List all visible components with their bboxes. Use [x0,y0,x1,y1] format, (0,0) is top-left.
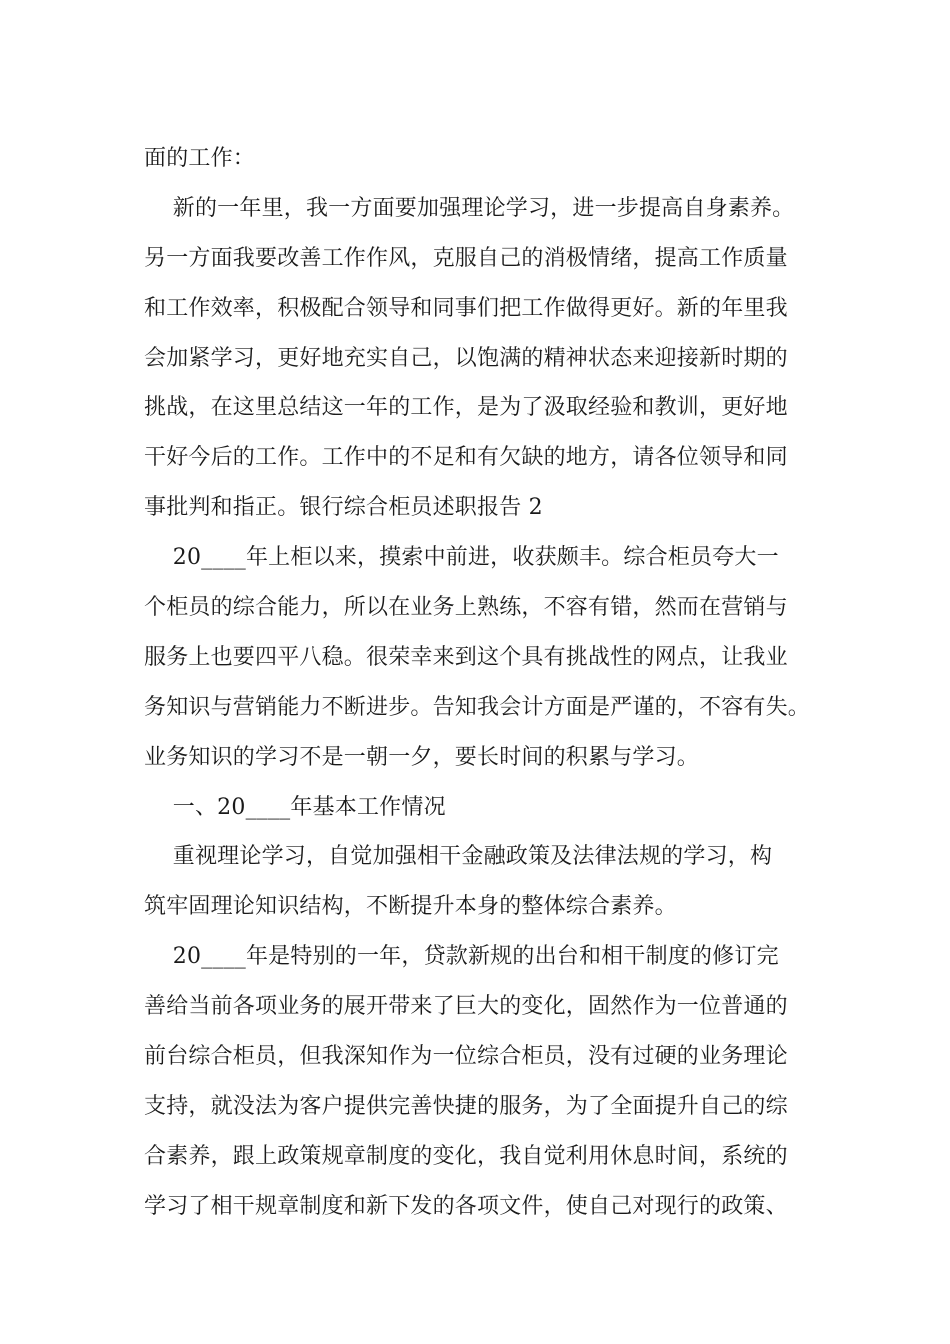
text-line: 重视理论学习，自觉加强相干金融政策及法律法规的学习，构 [144,844,773,870]
text-line: 事批判和指正。银行综合柜员述职报告 2 [144,495,543,521]
text-line: 支持，就没法为客户提供完善快捷的服务，为了全面提升自己的综 [144,1093,788,1119]
text-line: 善给当前各项业务的展开带来了巨大的变化，固然作为一位普通的 [144,994,788,1020]
text-line: 学习了相干规章制度和新下发的各项文件，使自己对现行的政策、 [144,1193,788,1219]
text-line: 筑牢固理论知识结构，不断提升本身的整体综合素养。 [144,894,677,920]
text-line: 另一方面我要改善工作作风，克服自己的消极情绪，提高工作质量 [144,245,788,271]
text-line: 面的工作： [144,146,256,171]
document-body [144,134,824,1232]
text-line: 务知识与营销能力不断进步。告知我会计方面是严谨的，不容有失。 [144,694,811,720]
text-line: 挑战，在这里总结这一年的工作，是为了汲取经验和教训，更好地 [144,395,788,421]
text-line: 会加紧学习，更好地充实自己，以饱满的精神状态来迎接新时期的 [144,345,788,371]
text-line: 和工作效率，积极配合领导和同事们把工作做得更好。新的年里我 [144,295,788,321]
text-line: 20____年是特别的一年，贷款新规的出台和相干制度的修订完 [144,944,779,970]
text-line: 个柜员的综合能力，所以在业务上熟练，不容有错，然而在营销与 [144,595,788,621]
text-line: 业务知识的学习不是一朝一夕，要长时间的积累与学习。 [144,744,700,770]
text-line: 服务上也要四平八稳。很荣幸来到这个具有挑战性的网点，让我业 [144,644,788,670]
text-line: 前台综合柜员，但我深知作为一位综合柜员，没有过硬的业务理论 [144,1044,788,1070]
text-line: 干好今后的工作。工作中的不足和有欠缺的地方，请各位领导和同 [144,445,788,471]
text-line: 20____年上柜以来，摸索中前进，收获颇丰。综合柜员夸大一 [144,545,779,571]
text-line: 新的一年里，我一方面要加强理论学习，进一步提高自身素养。 [144,195,795,221]
section-heading: 一、20____年基本工作情况 [144,794,446,820]
text-line: 合素养，跟上政策规章制度的变化，我自觉利用休息时间，系统的 [144,1143,788,1169]
